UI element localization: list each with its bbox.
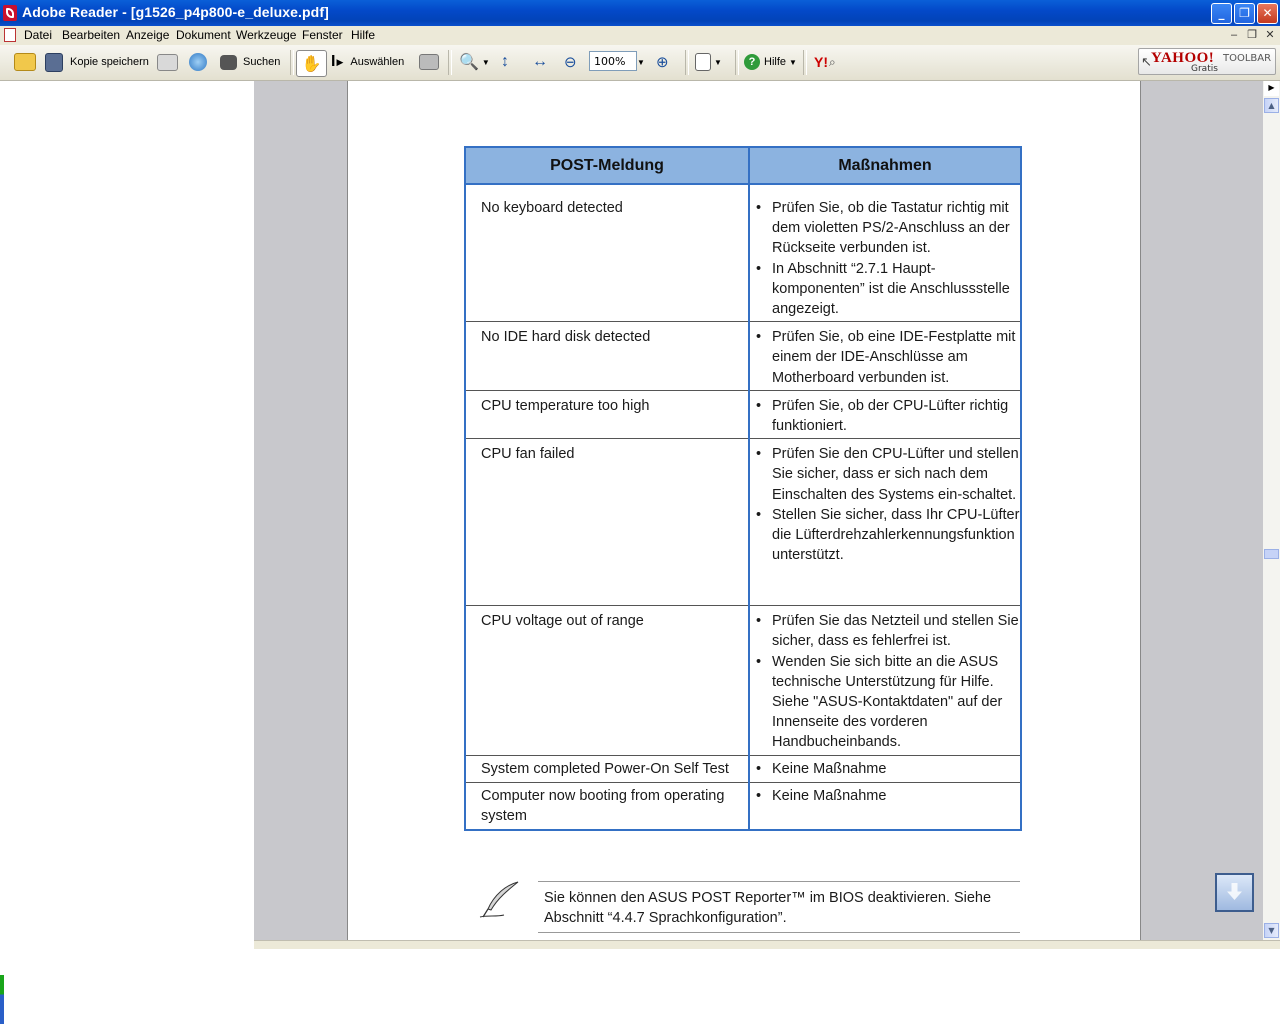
print-button[interactable] (157, 51, 178, 73)
yahoo-toolbar-label: TOOLBAR (1223, 53, 1272, 64)
post-message-table (464, 146, 1022, 831)
toolbar-separator (290, 50, 294, 75)
search-button[interactable] (220, 51, 280, 73)
scroll-thumb[interactable] (1264, 549, 1279, 559)
action-item: • Prüfen Sie, ob eine IDE-Festplatte mit einem der IDE-Anschlüsse am Motherboard verbunden ist. (756, 327, 1020, 388)
table-row (465, 782, 1021, 830)
menu-datei[interactable]: Datei (24, 28, 53, 42)
post-message: System completed Power-On Self Test (465, 755, 749, 782)
text-cursor-icon: I (331, 53, 336, 70)
zoom-dropdown-button[interactable] (637, 51, 645, 73)
open-button[interactable] (14, 51, 36, 73)
binoculars-icon (220, 55, 237, 70)
post-message: No IDE hard disk detected (465, 322, 749, 391)
page-layout-icon (695, 53, 711, 71)
search-label: Suchen (243, 56, 281, 68)
hand-icon: ✋ (301, 55, 322, 73)
action-cell (749, 322, 1021, 391)
table-row (465, 439, 1021, 606)
post-message: CPU temperature too high (465, 390, 749, 438)
doc-minimize-button[interactable]: – (1230, 29, 1238, 41)
table-row (465, 755, 1021, 782)
help-button[interactable] (744, 51, 797, 73)
action-item: • Prüfen Sie, ob der CPU-Lüfter richtig funktioniert. (756, 396, 1020, 436)
action-item: • Wenden Sie sich bitte an die ASUS technische Unterstützung für Hilfe. Siehe "ASUS-Kontaktdaten" auf der Innenseite des vorderen Handbucheinbands. (756, 652, 1020, 753)
adobe-reader-icon (3, 5, 17, 21)
toolbar (0, 45, 1280, 81)
select-label: Auswählen (350, 56, 405, 68)
action-cell (749, 390, 1021, 438)
chevron-down-icon: ▼ (789, 57, 797, 67)
window-title-bar[interactable] (0, 0, 1280, 26)
vertical-scrollbar[interactable] (1263, 81, 1280, 940)
chevron-down-icon: ▼ (637, 57, 645, 67)
action-item: • Prüfen Sie das Netzteil und stellen Sie sicher, dass es fehlerfrei ist. (756, 611, 1020, 651)
yahoo-gratis-label: Gratis (1191, 64, 1218, 74)
arrow-down-icon (1227, 883, 1242, 900)
toolbar-separator (448, 50, 452, 75)
action-cell (749, 782, 1021, 830)
action-cell (749, 184, 1021, 322)
zoom-out-button[interactable] (564, 51, 577, 73)
expand-pane-icon[interactable]: ▶ (1264, 81, 1279, 96)
page-layout-button[interactable] (695, 51, 722, 73)
zoom-input[interactable]: 100% (589, 51, 637, 71)
scroll-up-icon[interactable]: ▲ (1264, 98, 1279, 113)
post-message: CPU fan failed (465, 439, 749, 606)
action-item: • Prüfen Sie, ob die Tastatur richtig mit dem violetten PS/2-Anschluss an der Rückseite verbunden ist. (756, 198, 1020, 259)
menu-dokument[interactable]: Dokument (176, 28, 231, 42)
yahoo-short-label: Y! (814, 54, 828, 70)
header-massnahmen: Maßnahmen (749, 147, 1021, 184)
chevron-down-icon: ▼ (481, 57, 490, 67)
minimize-button[interactable]: _ (1211, 3, 1232, 24)
save-copy-label: Kopie speichern (70, 56, 149, 68)
post-message: No keyboard detected (465, 184, 749, 322)
chevron-down-icon: ▼ (714, 57, 722, 67)
email-globe-icon (189, 53, 207, 71)
menu-bar (0, 26, 1280, 45)
post-message: CPU voltage out of range (465, 606, 749, 755)
camera-icon (419, 54, 439, 70)
fit-width-icon: ↔ (532, 53, 548, 70)
yahoo-toolbar-button[interactable] (1138, 48, 1276, 75)
printer-icon (157, 54, 178, 71)
next-page-button[interactable] (1215, 873, 1254, 912)
action-cell (749, 755, 1021, 782)
action-cell (749, 606, 1021, 755)
toolbar-separator (685, 50, 689, 75)
post-message: Computer now booting from operating system (465, 782, 749, 830)
scroll-down-icon[interactable]: ▼ (1264, 923, 1279, 938)
action-item: • Keine Maßnahme (756, 786, 1020, 806)
close-button[interactable]: ✕ (1257, 3, 1278, 24)
zoom-in-button[interactable] (656, 51, 669, 73)
table-row (465, 184, 1021, 322)
hand-tool-button[interactable] (296, 50, 327, 77)
open-folder-icon (14, 53, 36, 71)
help-label: Hilfe (764, 56, 787, 68)
yahoo-button[interactable] (814, 51, 836, 73)
status-bar (254, 940, 1280, 949)
table-header-row (465, 147, 1021, 184)
zoom-in-magnifier-icon: 🔍 (459, 54, 479, 71)
window-title: Adobe Reader - [g1526_p4p800-e_deluxe.pdf] (22, 4, 329, 20)
table-row (465, 390, 1021, 438)
navigation-pane (0, 81, 254, 948)
fit-page-button[interactable] (501, 51, 509, 73)
menu-bearbeiten[interactable]: Bearbeiten (62, 28, 121, 42)
menu-fenster[interactable]: Fenster (302, 28, 343, 42)
save-disk-icon (45, 53, 63, 72)
snapshot-button[interactable] (419, 51, 439, 73)
note-text: Sie können den ASUS POST Reporter™ im BIOS deaktivieren. Siehe Abschnitt “4.4.7 Sprachkonfiguration”. (538, 881, 1020, 933)
cursor-icon: ↖ (1141, 55, 1152, 70)
save-copy-button[interactable] (45, 51, 149, 73)
action-item: • In Abschnitt “2.7.1 Haupt-komponenten” ist die Anschlussstelle angezeigt. (756, 259, 1020, 320)
action-item: • Stellen Sie sicher, dass Ihr CPU-Lüfter die Lüfterdrehzahlerkennungsfunktion unterstützt. (756, 505, 1020, 566)
action-item: • Prüfen Sie den CPU-Lüfter und stellen Sie sicher, dass er sich nach dem Einschalten des Systems ein-schaltet. (756, 444, 1020, 505)
action-item: • Keine Maßnahme (756, 759, 1020, 779)
table-row (465, 322, 1021, 391)
email-button[interactable] (189, 51, 207, 73)
yahoo-brand: YAHOO! (1151, 50, 1215, 66)
zoom-out-icon: ⊖ (564, 54, 577, 71)
zoom-tool-button[interactable] (459, 51, 490, 73)
taskbar-fragment (0, 975, 4, 1024)
pointer-icon: ▶ (336, 56, 344, 67)
select-tool-button[interactable] (331, 51, 404, 73)
menu-anzeige[interactable]: Anzeige (126, 28, 170, 42)
help-question-icon: ? (744, 54, 760, 70)
doc-close-button[interactable]: ✕ (1265, 29, 1275, 41)
doc-restore-button[interactable]: ❐ (1247, 29, 1257, 41)
binoculars-icon: ⌕ (829, 54, 836, 69)
note-quill-icon (478, 879, 524, 919)
action-cell (749, 439, 1021, 606)
fit-page-icon: ↕ (501, 53, 509, 70)
zoom-in-icon: ⊕ (656, 54, 669, 71)
menu-hilfe[interactable]: Hilfe (351, 28, 376, 42)
toolbar-separator (803, 50, 807, 75)
table-row (465, 606, 1021, 755)
toolbar-separator (735, 50, 739, 75)
fit-width-button[interactable] (532, 51, 548, 73)
menu-werkzeuge[interactable]: Werkzeuge (236, 28, 297, 42)
header-post-meldung: POST-Meldung (465, 147, 749, 184)
restore-button[interactable]: ❐ (1234, 3, 1255, 24)
pdf-document-icon[interactable] (4, 28, 16, 42)
